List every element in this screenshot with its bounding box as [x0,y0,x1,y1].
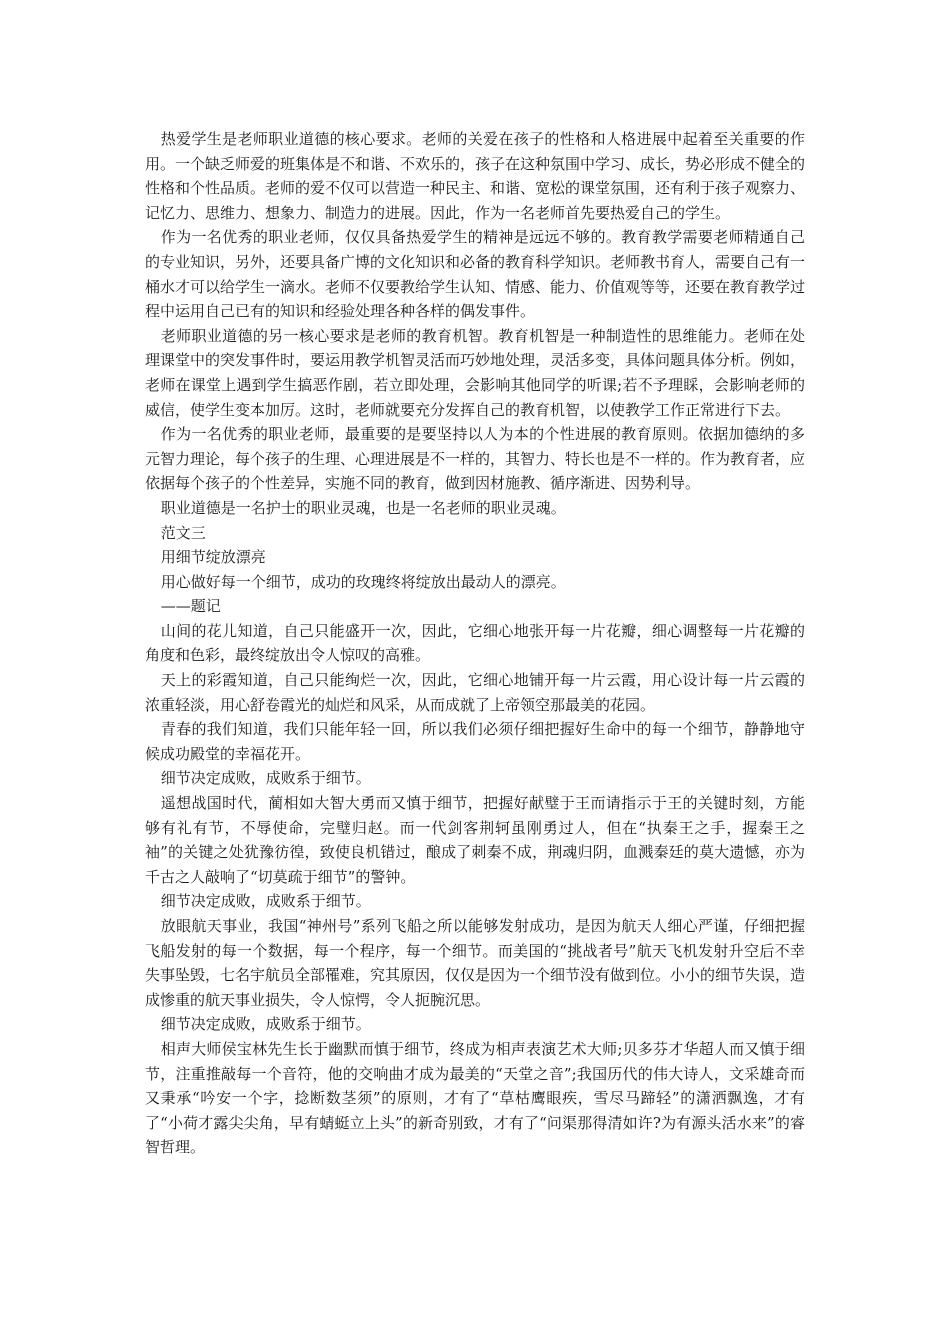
epigraph: 用心做好每一个细节，成功的玫瑰终将绽放出最动人的漂亮。 [160,572,566,591]
refrain-line: 细节决定成败，成败系于细节。 [160,769,371,788]
paragraph: 相声大师侯宝林先生长于幽默而慎于细节，终成为相声表演艺术大师;贝多芬才华超人而又慎于细节，注重推敲每一个音符，他的交响曲才成为最美的“天堂之音”;我国历代的伟大诗人，文采雄奇而又秉承“吟安一个字，捻断数茎须”的原则，才有了“草枯鹰眼疾，雪尽马蹄轻”的潇洒飘逸，才有了“小荷才露尖尖角，早有蜻蜓立上头”的新奇别致，才有了“问渠那得清如许?为有源头活水来”的睿智哲理。 [145,1039,805,1157]
section-label: 范文三 [160,523,206,542]
paragraph: 放眼航天事业，我国“神州号”系列飞船之所以能够发射成功，是因为航天人细心严谨，仔细把握飞船发射的每一个数据，每一个程序，每一个细节。而美国的“挑战者号”航天飞机发射升空后不幸失事坠毁，七名宇航员全部罹难，究其原因，仅仅是因为一个细节没有做到位。小小的细节失误，造成惨重的航天事业损失，令人惊愕，令人扼腕沉思。 [145,917,806,1009]
paragraph: 作为一名优秀的职业老师，仅仅具备热爱学生的精神是远远不够的。教育教学需要老师精通自己的专业知识，另外，还要具备广博的文化知识和必备的教育科学知识。老师教书育人，需要自己有一桶水才可以给学生一滴水。老师不仅要教给学生认知、情感、能力、价值观等等，还要在教育教学过程中运用自己已有的知识和经验处理各种各样的偶发事件。 [145,228,806,321]
paragraph: 天上的彩霞知道，自己只能绚烂一次，因此，它细心地铺开每一片云霞，用心设计每一片云霞的浓重轻淡，用心舒卷霞光的灿烂和风采，从而成就了上帝领空那最美的花园。 [145,671,805,714]
refrain-line: 细节决定成败，成败系于细节。 [160,892,371,911]
paragraph: 山间的花儿知道，自己只能盛开一次，因此，它细心地张开每一片花瓣，细心调整每一片花瓣的角度和色彩，最终绽放出令人惊叹的高雅。 [145,621,805,665]
paragraph: 作为一名优秀的职业老师，最重要的是要坚持以人为本的个性进展的教育原则。依据加德纳的多元智力理论，每个孩子的生理、心理进展是不一样的，其智力、特长也是不一样的。作为教育者，应依据每个孩子的个性差异，实施不同的教育，做到因材施教、循序渐进、因势利导。 [145,425,806,493]
paragraph: 热爱学生是老师职业道德的核心要求。老师的关爱在孩子的性格和人格进展中起着至关重要的作用。一个缺乏师爱的班集体是不和谐、不欢乐的，孩子在这种氛围中学习、成长，势必形成不健全的性格和个性品质。老师的爱不仅可以营造一种民主、和谐、宽松的课堂氛围，还有利于孩子观察力、记忆力、思维力、想象力、制造力的进展。因此，作为一名老师首先要热爱自己的学生。 [145,130,806,222]
paragraph: 青春的我们知道，我们只能年轻一回，所以我们必须仔细把握好生命中的每一个细节，静静地守候成功殿堂的幸福花开。 [145,720,805,763]
epigraph-attribution: ——题记 [160,597,221,616]
paragraph: 老师职业道德的另一核心要求是老师的教育机智。教育机智是一种制造性的思维能力。老师在处理课堂中的突发事件时，要运用教学机智灵活而巧妙地处理，灵活多变，具体问题具体分析。例如，老师在课堂上遇到学生搞恶作剧，若立即处理，会影响其他同学的听课;若不予理睬，会影响老师的威信，使学生变本加厉。这时，老师就要充分发挥自己的教育机智，以使教学工作正常进行下去。 [145,326,806,419]
refrain-line: 细节决定成败，成败系于细节。 [160,1015,371,1034]
paragraph: 遥想战国时代，蔺相如大智大勇而又慎于细节，把握好献璧于王而请指示于王的关键时刻，方能够有礼有节，不辱使命，完璧归赵。而一代剑客荆轲虽刚勇过人，但在“执秦王之手，握秦王之袖”的关键之处犹豫彷徨，致使良机错过，酿成了刺秦不成，荆魂归阴，血溅秦廷的莫大遗憾，亦为千古之人敲响了“切莫疏于细节”的警钟。 [145,794,805,886]
essay-title: 用细节绽放漂亮 [160,548,266,567]
paragraph: 职业道德是一名护士的职业灵魂，也是一名老师的职业灵魂。 [160,498,566,517]
document-body [145,127,805,1160]
